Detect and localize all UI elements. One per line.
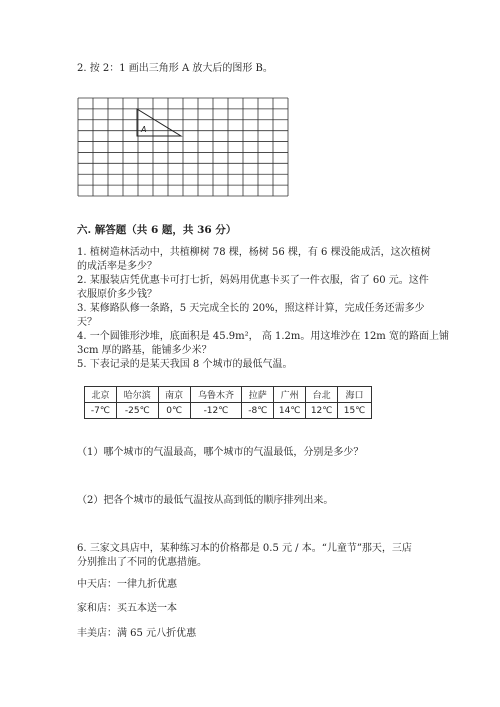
temp-cell: 0℃	[158, 403, 190, 419]
city-cell: 台北	[306, 387, 338, 403]
store-offer-jiahe: 家和店：买五本送一本	[77, 603, 177, 614]
sub-question-1: （1）哪个城市的气温最高，哪个城市的气温最低，分别是多少？	[77, 447, 364, 458]
problem-4-line-2: 3cm 厚的路基，能铺多少米？	[77, 345, 212, 356]
problem-3-line-2: 天？	[77, 317, 97, 328]
store-offer-zhongtian: 中天店：一律九折优惠	[77, 579, 177, 590]
city-cell: 拉萨	[242, 387, 274, 403]
problem-3-line-1: 3. 某修路队修一条路，5 天完成全长的 20%，照这样计算，完成任务还需多少	[77, 303, 425, 314]
problem-2-line-1: 2. 某服装店凭优惠卡可打七折，妈妈用优惠卡买了一件衣服，省了 60 元。这件	[77, 275, 429, 286]
city-cell: 南京	[158, 387, 190, 403]
city-cell: 北京	[85, 387, 117, 403]
temp-cell: -8℃	[242, 403, 274, 419]
temp-cell: -7℃	[85, 403, 117, 419]
temp-cell: -25℃	[116, 403, 158, 419]
problem-1-line-1: 1. 植树造林活动中，共植柳树 78 棵，杨树 56 棵，有 6 棵没能成活，这次植树	[77, 247, 431, 258]
question-2-text: 2. 按 2：1 画出三角形 A 放大后的图形 B。	[77, 63, 273, 74]
problem-1-line-2: 的成活率是多少？	[77, 261, 157, 272]
triangle-a-label: A	[141, 125, 147, 134]
problem-4-line-1: 4. 一个圆锥形沙堆，底面积是 45.9m²， 高 1.2m。用这堆沙在 12m 宽的路面上铺	[77, 331, 449, 342]
temp-cell: 14℃	[274, 403, 306, 419]
city-cell: 哈尔滨	[116, 387, 158, 403]
city-cell: 海口	[338, 387, 372, 403]
temp-cell: 12℃	[306, 403, 338, 419]
city-cell: 广州	[274, 387, 306, 403]
table-row-temps	[85, 403, 372, 419]
temp-cell: -12℃	[190, 403, 242, 419]
store-offer-fengmei: 丰美店：满 65 元八折优惠	[77, 628, 197, 639]
temperature-table	[84, 386, 372, 419]
temp-cell: 15℃	[338, 403, 372, 419]
section-6-title: 六. 解答题（共 6 题，共 36 分）	[77, 224, 237, 236]
sub-question-2: （2）把各个城市的最低气温按从高到低的顺序排列出来。	[77, 495, 334, 506]
problem-2-line-2: 衣服原价多少钱？	[77, 289, 157, 300]
problem-6-line-1: 6. 三家文具店中，某种练习本的价格都是 0.5 元 / 本。“儿童节”那天，三店	[77, 543, 412, 554]
problem-6-line-2: 分别推出了不同的优惠措施。	[77, 557, 207, 568]
drawing-grid	[77, 97, 289, 197]
city-cell: 乌鲁木齐	[190, 387, 242, 403]
table-row-cities	[85, 387, 372, 403]
problem-5-text: 5. 下表记录的是某天我国 8 个城市的最低气温。	[77, 359, 293, 370]
